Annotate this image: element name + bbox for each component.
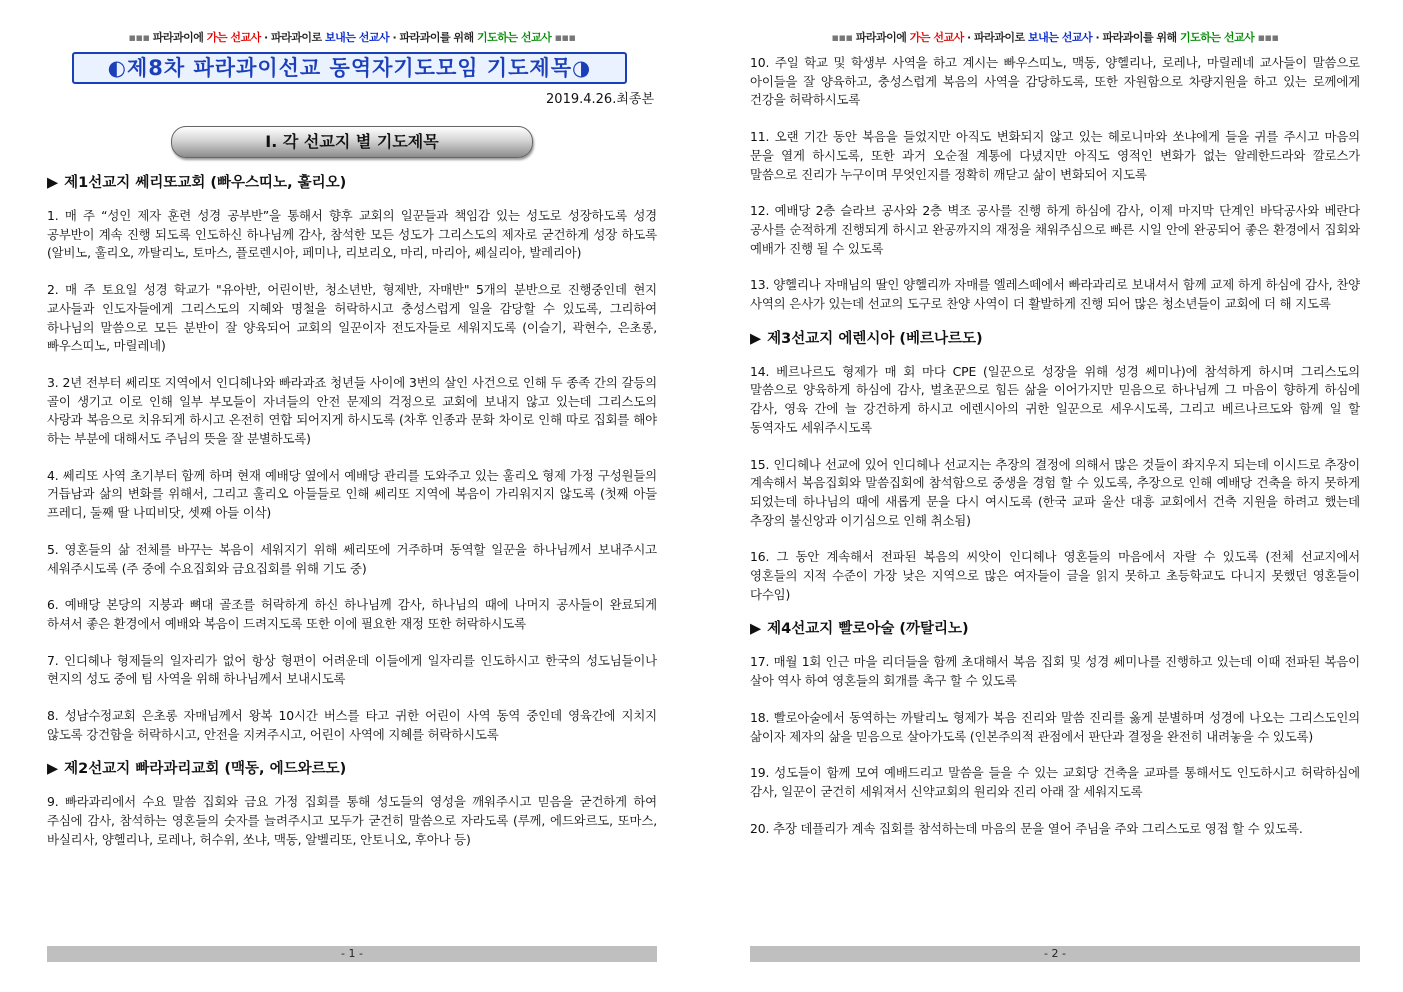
prayer-item: 16. 그 동안 계속해서 전파된 복음의 씨앗이 인디헤나 영혼들의 마음에서 자랄 수 있도록 (전체 선교지에서 영혼들의 지적 수준이 가장 낮은 지역으로 많은 여자들이 글을 읽지 못하고 초등학교도 다니지 못했던 영혼들이 다수임) — [750, 549, 1360, 602]
banner-text: 가는 선교사 — [909, 31, 964, 44]
banner-text: · 파라과이를 위해 — [1092, 31, 1180, 44]
prayer-item: 17. 매월 1회 인근 마을 리더들을 함께 초대해서 복음 집회 및 성경 쎄미나를 진행하고 있는데 이때 전파된 복음이 살아 역사 하여 영혼들의 회개를 촉구 할 수 있도록 — [750, 654, 1360, 689]
prayer-item: 2. 매 주 토요일 성경 학교가 "유아반, 어린이반, 청소년반, 형제반, 자매반" 5개의 분반으로 진행중인데 현지 교사들과 인도자들에게 그리스도의 지혜와 명철을 허락하시고 충성스럽게 일을 감당할 수 있도록, 그리하여 하나님의 말씀으로 모든 분반이 잘 양육되어 교회의 일꾼이자 전도자들로 세워지도록 (이슬기, 곽현수, 은초롱, 빠우스띠노, 마릴레네) — [47, 282, 657, 354]
prayer-item: 18. 빨로아술에서 동역하는 까탈리노 형제가 복음 진리와 말씀 진리를 옳게 분별하며 성경에 나오는 그리스도인의 삶이자 제자의 삶을 믿음으로 살아가도록 (인본주의적 관점에서 판단과 결정을 완전히 내려놓을 수 있도록) — [750, 709, 1360, 744]
banner-text: 파라과이에 — [855, 31, 910, 44]
arrow-icon: ▶ — [47, 175, 59, 191]
prayer-item: 3. 2년 전부터 쎄리또 지역에서 인디헤나와 빠라과죠 청년들 사이에 3번의 살인 사건으로 인해 두 종족 간의 갈등의 골이 생기고 이로 인해 일부 부모들이 자녀들의 안전 문제의 걱정으로 교회에 보내지 않고 있는데 그리스도의 사랑과 복음으로 치유되게 하시고 온전히 연합 되어지게 하시도록 (차후 인종과 문화 차이로 인해 따로 집회를 해야 하는 부분에 대해서도 주님의 뜻을 잘 분별하도록) — [47, 374, 657, 447]
banner-text: 파라과이에 — [152, 31, 207, 44]
prayer-item: 9. 빠라과리에서 수요 말씀 집회와 금요 가정 집회를 통해 성도들의 영성을 깨워주시고 믿음을 굳건하게 하여 주심에 감사, 참석하는 영혼들의 숫자를 늘려주시고 모두가 굳건히 말씀으로 자라도록 (루께, 에드와르도, 또마스, 바실리사, 양헬리나, 로레나, 허수위, 쏘냐, 맥동, 알벨리또, 안토니오, 후아나 등) — [47, 794, 657, 847]
prayer-item: 15. 인디헤나 선교에 있어 인디헤나 선교지는 추장의 결정에 의해서 많은 것들이 좌지우지 되는데 이시드로 추장이 계속해서 복음집회와 말씀집회에 참석함으로 중생을 경험 할 수 있도록, 추장으로 인해 예배당 건축을 하지 못하게 되었는데 하나님의 때에 새롭게 문을 다시 여시도록 (한국 교파 울산 대흥 교회에서 건축 지원을 하려고 했는데 추장의 불신앙과 이기심으로 인해 취소됨) — [750, 456, 1360, 528]
banner-separator: ▪▪▪ — [128, 31, 150, 44]
prayer-item: 8. 성남수정교회 은초롱 자매님께서 왕복 10시간 버스를 타고 귀한 어린이 사역 동역 중인데 영육간에 지치지 않도록 강건함을 허락하시고, 안전을 지켜주시고, 어린이 사역에 지혜를 허락하시도록 — [47, 708, 657, 742]
prayer-item: 14. 베르나르도 형제가 매 회 마다 CPE (일꾼으로 성장을 위해 성경 쎄미나)에 참석하게 하시며 그리스도의 말씀으로 양육하게 하심에 감사, 벌초꾼으로 힘든 삶을 이어가지만 믿음으로 하나님께 그 마음이 향하게 하심에 감사, 영육 간에 늘 강건하게 하시고 에렌시아의 귀한 일꾼으로 세우시도록, 그리고 베르나르도와 함께 일 할 동역자도 세워주시도록 — [750, 363, 1360, 435]
arrow-icon: ▶ — [750, 621, 762, 638]
page-number-footer: - 2 - — [750, 946, 1360, 962]
prayer-item: 1. 매 주 “성인 제자 훈련 성경 공부반”을 통해서 향후 교회의 일꾼들과 책임감 있는 성도로 성장하도록 성경 공부반이 계속 진행 되도록 인도하신 하나님께 감사, 참석한 모든 성도가 그리스도의 제자로 굳건하게 성장 하도록 (알비노, 훌리오, 까탈리노, 토마스, 플로렌시아, 페미나, 리보리오, 마리, 마리아, 쎄실리아, 발레리아) — [47, 208, 657, 261]
banner-text: · 파라과이로 — [260, 31, 326, 44]
document-title: ◐제8차 파라과이선교 동역자기도모임 기도제목◑ — [72, 52, 627, 84]
mission-subheading — [750, 618, 1360, 640]
prayer-item: 4. 쎄리또 사역 초기부터 함께 하며 현재 예배당 옆에서 예배당 관리를 도와주고 있는 훌리오 형제 가정 구성원들의 거듭남과 삶의 변화를 위해서, 그리고 훌리오 아들들로 인해 쎄리또 지역에 복음이 가리워지지 않도록 (첫째 아들 프레디, 둘째 딸 나띠비닷, 셋째 아들 이삭) — [47, 467, 657, 521]
prayer-item: 5. 영혼들의 삶 전체를 바꾸는 복음이 세워지기 위해 쎄리또에 거주하며 동역할 일꾼을 하나님께서 보내주시고 세워주시도록 (주 중에 수요집회와 금요집회를 위해 기도 중) — [47, 541, 657, 576]
prayer-item: 7. 인디헤나 형제들의 일자리가 없어 항상 형편이 어려운데 이들에게 일자리를 인도하시고 한국의 성도님들이나 현지의 성도 중에 팀 사역을 위해 하나님께서 보내시도록 — [47, 652, 657, 687]
subheading-text: 제4선교지 빨로아술 (까탈리노) — [767, 621, 969, 638]
prayer-item: 19. 성도들이 함께 모여 예배드리고 말씀을 들을 수 있는 교회당 건축을 교파를 통해서도 인도하시고 허락하심에 감사, 일꾼이 굳건히 세워져서 신약교회의 원리와 진리 아래 잘 세워지도록 — [750, 765, 1360, 799]
mission-subheading — [47, 758, 657, 780]
page-header-banner — [750, 30, 1360, 46]
prayer-item: 6. 예배당 본당의 지붕과 뼈대 골조를 허락하게 하신 하나님께 감사, 하나님의 때에 나머지 공사들이 완료되게 하셔서 좋은 환경에서 예배와 복음이 드려지도록 또한 이에 필요한 재정 또한 허락하시도록 — [47, 597, 657, 631]
banner-text: 보내는 선교사 — [1028, 31, 1093, 44]
banner-text: 기도하는 선교사 — [1180, 31, 1255, 44]
banner-text: · 파라과이로 — [963, 31, 1029, 44]
banner-separator: ▪▪▪ — [831, 31, 853, 44]
arrow-icon: ▶ — [750, 330, 762, 347]
banner-separator: ▪▪▪ — [554, 31, 576, 44]
banner-text: 가는 선교사 — [206, 31, 261, 44]
page-header-banner — [47, 30, 657, 46]
banner-text: 기도하는 선교사 — [477, 31, 552, 44]
subheading-text: 제3선교지 에렌시아 (베르나르도) — [767, 330, 983, 347]
page-number-footer: - 1 - — [47, 946, 657, 962]
banner-text: · 파라과이를 위해 — [389, 31, 477, 44]
arrow-icon: ▶ — [47, 761, 59, 778]
prayer-item: 11. 오랜 기간 동안 복음을 들었지만 아직도 변화되지 않고 있는 헤로니마와 쏘냐에게 들을 귀를 주시고 마음의 문을 열게 하시도록, 또한 과거 오순절 계통에 다녔지만 아직도 영적인 변화가 없는 알레한드라와 깔로스가 말씀으로 진리가 누구이며 무엇인지를 정확히 깨닫고 삶이 변화되어 지도록 — [750, 129, 1360, 182]
mission-subheading — [750, 328, 1360, 350]
prayer-item: 13. 양헬리나 자매님의 딸인 양헬리까 자매를 엘레스떼에서 빠라과리로 보내셔서 함께 교제 하게 하심에 감사, 찬양 사역의 은사가 있는데 선교의 도구로 찬양 사역이 더 활발하게 진행 되어 많은 청소년들이 교회에 더 해 지도록 — [750, 277, 1360, 312]
prayer-item: 12. 예배당 2층 슬라브 공사와 2층 벽조 공사를 진행 하게 하심에 감사, 이제 마지막 단계인 바닥공사와 베란다 공사를 순적하게 진행되게 하시고 완공까지의 재정을 채워주심으로 빠른 시일 안에 완공되어 좋은 환경에서 집회와 예배가 진행 될 수 있도록 — [750, 203, 1360, 256]
prayer-item: 10. 주일 학교 및 학생부 사역을 하고 계시는 빠우스띠노, 맥동, 양헬리나, 로레나, 마릴레네 교사들이 말씀으로 아이들을 잘 양육하고, 충성스럽게 복음의 사역을 감당하도록, 또한 자원함으로 차량지원을 하고 있는 로께에게 건강을 허락하시도록 — [750, 55, 1360, 108]
page-1 — [47, 0, 657, 992]
banner-separator: ▪▪▪ — [1257, 31, 1279, 44]
banner-text: 보내는 선교사 — [325, 31, 390, 44]
subheading-text: 제2선교지 빠라과리교회 (맥동, 에드와르도) — [64, 761, 347, 778]
section-heading: Ⅰ. 각 선교지 별 기도제목 — [171, 126, 533, 158]
page-2 — [750, 0, 1360, 992]
prayer-item: 20. 추장 데플리가 계속 집회를 참석하는데 마음의 문을 열어 주님을 주와 그리스도로 영접 할 수 있도록. — [750, 820, 1303, 836]
subheading-text: 제1선교지 쎄리또교회 (빠우스띠노, 훌리오) — [64, 175, 347, 191]
document-date: 2019.4.26.최종본 — [546, 92, 654, 107]
mission-subheading — [47, 172, 657, 194]
